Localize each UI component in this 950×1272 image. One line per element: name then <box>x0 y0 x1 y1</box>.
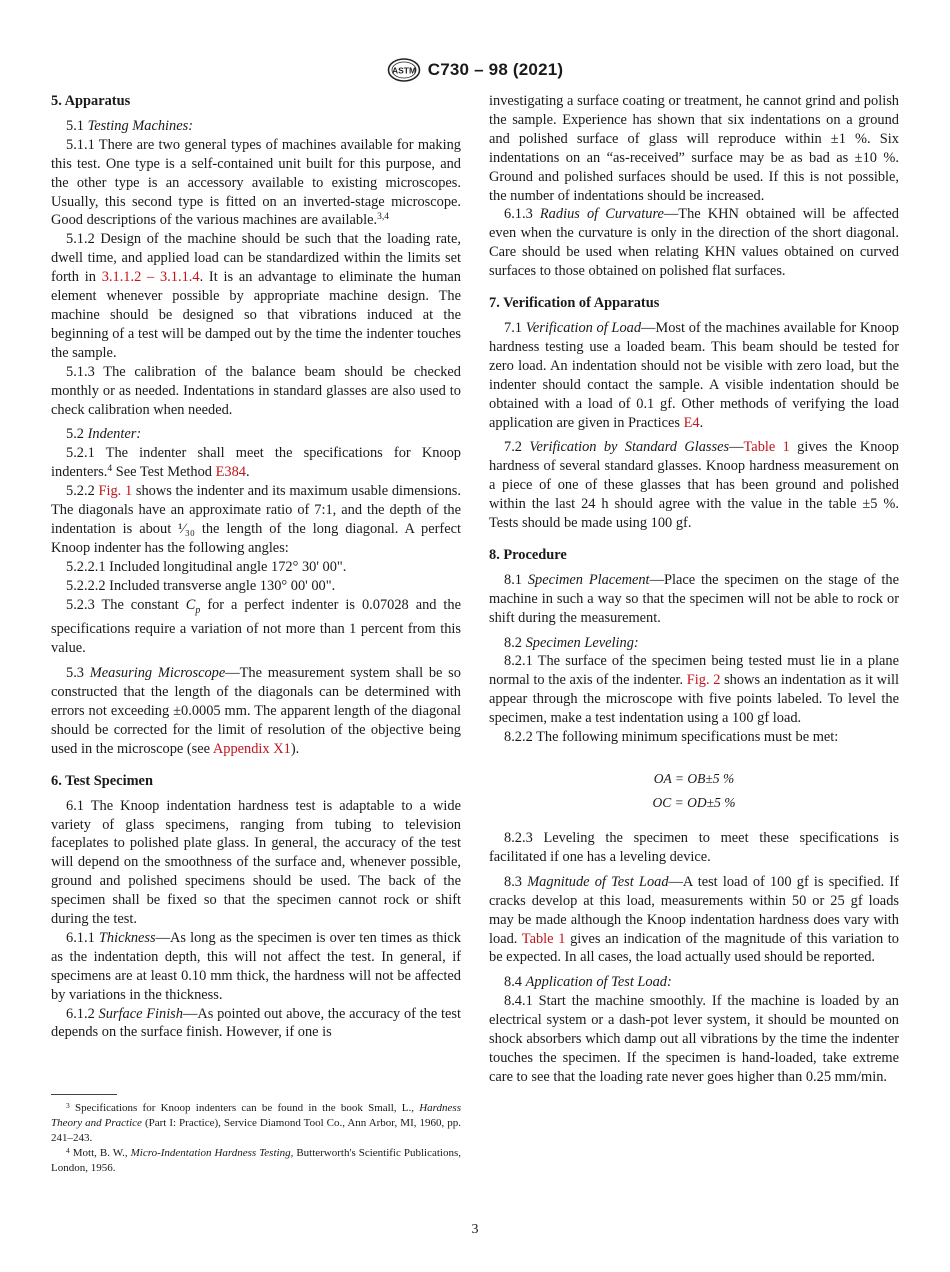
section-heading-verification: 7. Verification of Apparatus <box>489 295 660 312</box>
standard-link-e4[interactable]: E4 <box>683 414 700 431</box>
table-link-table1[interactable]: Table 1 <box>521 930 566 947</box>
footnote-ref[interactable]: 3,4 <box>377 212 389 223</box>
table-link-table1[interactable]: Table 1 <box>743 439 790 456</box>
paragraph-8-4: 8.4 Application of Test Load: <box>504 974 672 991</box>
equation-oc-od: OC = OD±5 % <box>652 795 736 810</box>
leveling-equations <box>489 767 899 815</box>
paragraph-5-1-2: 5.1.2 Design of the machine should be such that the loading rate, dwell time, and applied load can be standardized within the limits set forth in 3.1.1.2 – 3.1.1.4. It is an advantage to eliminate the human element whenever possible by appropriate machine design. The machine should be designed so that vibrations induced at the beginning of a test will be damped out by the time the indenter touches the sample. <box>51 231 461 361</box>
figure-link-fig2[interactable]: Fig. 2 <box>686 672 721 689</box>
section-heading-test-specimen: 6. Test Specimen <box>51 772 153 789</box>
right-column <box>489 92 899 1087</box>
paragraph-5-2-3: 5.2.3 The constant $C_p$ for a perfect indenter is 0.07028 and the specifications require a variation of not more than 1 percent from this value. <box>51 596 462 657</box>
paragraph-5-2-2: 5.2.2 Fig. 1 shows the indenter and its maximum usable dimensions. The diagonals have an approximate ratio of 7:1, and the depth of the indentation is about ¹⁄₃₀ the length of the long diagonal. A perfect Knoop indenter has the following angles: <box>51 483 461 556</box>
section-link[interactable]: 3.1.1.2 – 3.1.1.4 <box>101 269 200 286</box>
document-designation: C730 – 98 (2021) <box>427 60 564 79</box>
paragraph-7-1: 7.1 Verification of Load—Most of the machines available for Knoop hardness testing use a loaded beam. This beam should be tested for zero load. An indentation should not be visible with zero load, but the indenter should contact the sample. A visible indentation should be obtained with a load of 0.1 gf. Other methods of verifying the load application are given in Practices E4. <box>489 319 899 431</box>
astm-logo-icon <box>387 58 421 82</box>
svg-text:ASTM: ASTM <box>391 65 416 76</box>
footnote-ref[interactable]: 4 <box>107 464 113 475</box>
paragraph-8-3: 8.3 Magnitude of Test Load—A test load of 100 gf is specified. If cracks develop at this load, measurements within 50 or 25 gf loads may be made although the Knoop indentation hardness does vary with load. Table 1 gives an indication of the magnitude of this variation to be expected. In all cases, the load actually used should be reported. <box>489 873 900 966</box>
paragraph-6-1-1: 6.1.1 Thickness—As long as the specimen is over ten times as thick as the indentation depth, this will not affect the test. In general, if specimens are at least 0.10 mm thick, the hardness will not be affected by variations in the thickness. <box>51 929 462 1003</box>
paragraph-5-1-1: 5.1.1 There are two general types of machines available for making this test. One type is a self-contained unit built for this purpose, and the other type is an accessory available to existing microscopes. Usually, this second type is fitted on an inverted-stage microscope. Good descriptions of the various machines are available.$^{3,4}$ <box>51 136 461 229</box>
equation-oa-ob: OA = OB±5 % <box>653 771 735 786</box>
section-heading-procedure: 8. Procedure <box>489 546 567 563</box>
paragraph-6-1-3: 6.1.3 Radius of Curvature—The KHN obtained will be affected even when the curvature is only in the direction of the short diagonal. Care should be used when relating KHN values obtained on curved surfaces to those obtained on polished flat surfaces. <box>489 206 899 280</box>
paragraph-7-2: 7.2 Verification by Standard Glasses—Table 1 gives the Knoop hardness of several standard glasses. Knoop hardness measurement on a piece of one of these glasses that has been ground and polished within the last 24 h should agree with the value in the table ±5 %. Tests should be made using 100 gf. <box>489 439 899 532</box>
figure-link-fig1[interactable]: Fig. 1 <box>98 483 133 500</box>
left-column <box>51 92 461 1042</box>
paragraph-6-1-2-continued: investigating a surface coating or treatment, he cannot grind and polish the sample. Experience has shown that six indentations on a ground and polished surface of glass will reproduce within ±1 %. Six indentations on an “as-received” surface may be as bad as ±10 %. Ground and polished surfaces should be used. If this is not possible, the number of indentations should be increased. <box>489 93 899 204</box>
paragraph-8-1: 8.1 Specimen Placement—Place the specimen on the stage of the machine in such a way so that the specimen will not be able to rock or shift during the measurement. <box>489 571 899 626</box>
paragraph-5-2-1: 5.2.1 The indenter shall meet the specifications for Knoop indenters.$^4$ See Test Method E384. <box>51 445 461 481</box>
page-number: 3 <box>471 1222 479 1237</box>
paragraph-5-1: 5.1 Testing Machines: <box>66 117 194 134</box>
paragraph-8-2-2: 8.2.2 The following minimum specifications must be met: <box>504 729 839 746</box>
paragraph-8-2: 8.2 Specimen Leveling: <box>504 634 639 651</box>
paragraph-5-2-2-1: 5.2.2.1 Included longitudinal angle 172° 30' 00". <box>66 558 347 575</box>
paragraph-6-1-2: 6.1.2 Surface Finish—As pointed out above, the accuracy of the test depends on the surface finish. However, if one is <box>51 1005 461 1041</box>
footnote-divider <box>51 1094 117 1095</box>
footnote-3: $^3$ Specifications for Knoop indenters can be found in the book Small, L., Hardness Theory and Practice (Part I: Practice), Service Diamond Tool Co., Ann Arbor, MI, 1960, pp. 241–243. <box>51 1101 461 1144</box>
paragraph-5-2: 5.2 Indenter: <box>66 426 142 443</box>
paragraph-8-4-1: 8.4.1 Start the machine smoothly. If the machine is loaded by an electrical system or a dash-pot lever system, it should be mounted on shock absorbers which damp out all vibrations by the time the indenter touches the specimen. If the specimen is hand-loaded, take extreme care to see that the loading rate never goes higher than 0.25 mm/min. <box>489 993 899 1085</box>
paragraph-5-3: 5.3 Measuring Microscope—The measurement system shall be so constructed that the length of the diagonals can be determined with errors not exceeding ±0.0005 mm. The apparent length of the diagonal should be corrected for the limit of resolution of the objective being used in the microscope (see Appendix X1). <box>51 665 461 757</box>
standard-link-e384[interactable]: E384 <box>215 464 246 481</box>
paragraph-6-1: 6.1 The Knoop indentation hardness test is adaptable to a wide variety of glass specimens, ranging from tubing to television faceplates to polished plate glass. In general, the accuracy of the test will depend on the smoothness of the surface and, whenever possible, ground and polished specimens should be used. The back of the specimen shall be fixed so that the specimen cannot rock or shift during the test. <box>51 797 461 928</box>
appendix-link-x1[interactable]: Appendix X1 <box>212 740 291 757</box>
paragraph-8-2-1: 8.2.1 The surface of the specimen being tested must lie in a plane normal to the axis of the indenter. Fig. 2 shows an indentation as it will appear through the microscope with five points labeled. To level the specimen, make a test indentation using a 100 gf load. <box>489 653 899 727</box>
section-heading-apparatus: 5. Apparatus <box>51 93 131 109</box>
paragraph-5-1-3: 5.1.3 The calibration of the balance beam should be checked monthly or as needed. Indentations in standard glasses are also used to check calibration when needed. <box>51 363 461 418</box>
paragraph-5-2-2-2: 5.2.2.2 Included transverse angle 130° 00' 00". <box>66 577 336 594</box>
footnotes <box>51 1094 461 1176</box>
paragraph-8-2-3: 8.2.3 Leveling the specimen to meet these specifications is facilitated if one has a leveling device. <box>489 830 899 865</box>
footnote-4: $^4$ Mott, B. W., Micro-Indentation Hardness Testing, Butterworth's Scientific Publications, London, 1956. <box>51 1145 461 1174</box>
page-header <box>0 57 950 83</box>
